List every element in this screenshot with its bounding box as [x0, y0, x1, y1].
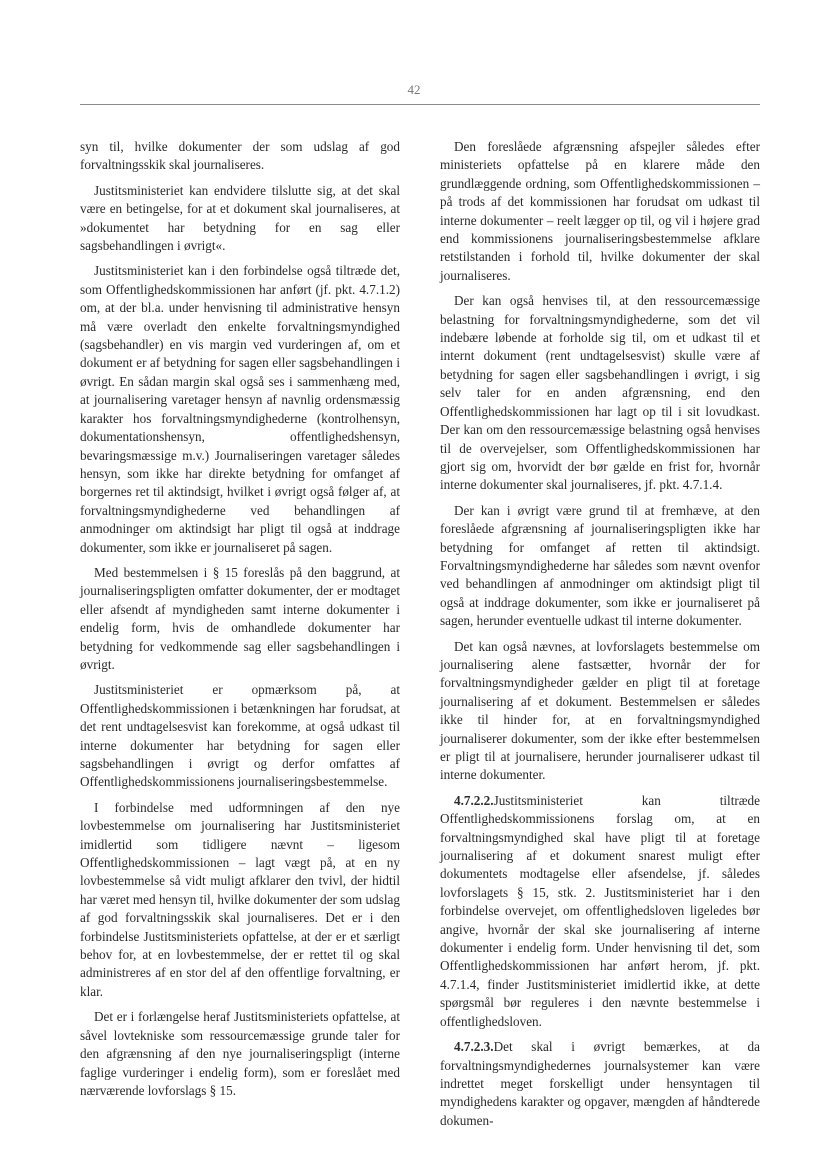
paragraph: Der kan i øvrigt være grund til at fremhæve, at den foreslåede afgrænsning af journaliseringspligten ikke har betydning for omfanget af retten til aktindsigt. Forvaltningsmyndighederne har således som nævnt ovenfor ved behandlingen af anmodninger om aktindsigt pligt til også at inddrage dokumenter, som ikke er journaliseret på sagen, herunder eventuelle udkast til interne dokumenter. [440, 502, 760, 629]
section-text: Det skal i øvrigt bemærkes, at da forvaltningsmyndighedernes journalsystemer kan være indrettet meget forskelligt under hensyntagen til myndighedens karakter og opgaver, mængden af håndterede dokumen- [440, 1039, 760, 1128]
right-column [440, 138, 760, 1137]
paragraph: Den foreslåede afgrænsning afspejler således efter ministeriets opfattelse på en klarere måde den grundlæggende ordning, som Offentlighedskommissionen – på trods af det kommissionen har forudsat om udkast til interne dokumenter – reelt lægger op til, og vil i højere grad end kommissionens journaliseringsbestemmelse afklare retstilstanden i forhold til, hvilke dokumenter der skal journaliseres. [440, 139, 760, 283]
page-number: 42 [407, 82, 421, 97]
header-rule [80, 104, 760, 105]
paragraph: Justitsministeriet kan i den forbindelse også tiltræde det, som Offentlighedskommissionen har anført (jf. pkt. 4.7.1.2) om, at der bl.a. under henvisning til administrative hensyn må være overladt den enkelte forvaltningsmyndighed (sagsbehandler) en vis margin ved vurderingen af, om et dokument er af betydning for sagen eller sagsbehandlingen i øvrigt. En sådan margin skal også ses i sammenhæng med, at journalisering varetager hensyn af navnlig ordensmæssig karakter hos forvaltningsmyndighederne (kontrolhensyn, dokumentationshensyn, offentlighedshensyn, bevaringsmæssige m.v.) Journaliseringen varetager således hensyn, som ikke har direkte betydning for omfanget af borgernes ret til aktindsigt, hvilket i øvrigt også følger af, at forvaltningsmyndighederne ved behandlingen af anmodninger om aktindsigt har pligt til også at inddrage dokumenter, som ikke er journaliseret på sagen. [80, 263, 400, 555]
paragraph: Der kan også henvises til, at den ressourcemæssige belastning for forvaltningsmyndighederne, som det vil indebære løbende at forholde sig til, om et udkast til et internt dokument (rent undtagelsesvist) skulle være af betydning for sagen eller sagsbehandlingen i øvrigt, i sig selv taler for en anden afgrænsning, end den Offentlighedskommissionen har lagt op til i sit lovudkast. Der kan om den ressourcemæssige belastning også henvises til de overvejelser, som Offentlighedskommissionen har gjort sig om, hvorvidt der bør gælde en frist for, hvornår interne dokumenter skal journaliseres, jf. pkt. 4.7.1.4. [440, 293, 760, 493]
section-number: 4.7.2.2. [454, 792, 494, 808]
section-text: Justitsministeriet kan tiltræde Offentlighedskommissionens forslag om, at en forvaltningsmyndighed skal have pligt til at foretage journalisering af et dokument snarest muligt efter dokumentets modtagelse eller afsendelse, jf. således lovforslagets § 15, stk. 2. Justitsministeriet har i den forbindelse overvejet, om offentlighedsloven ligeledes bør angive, hvornår der skal ske journalisering af interne dokumenter i endelig form. Under henvisning til det, som Offentlighedskommissionen har anført herom, jf. pkt. 4.7.1.4, finder Justitsministeriet imidlertid ikke, at dette spørgsmål bør reguleres i den nævnte bestemmelse i offentlighedsloven. [440, 792, 760, 1029]
paragraph: syn til, hvilke dokumenter der som udslag af god forvaltningsskik skal journaliseres. [80, 139, 400, 173]
section-paragraph [440, 1038, 760, 1130]
paragraph: I forbindelse med udformningen af den nye lovbestemmelse om journalisering har Justitsministeriet imidlertid som tidligere nævnt – ligesom Offentlighedskommissionen – lagt vægt på, at en ny lovbestemmelse så vidt muligt afklarer den tvivl, der hidtil har været med hensyn til, hvilke dokumenter der som udslag af god forvaltningsskik skal journaliseres. Det er i den forbindelse Justitsministeriets opfattelse, at der er et særligt behov for, at en lovbestemmelse, der er rettet til og skal administreres af en stor del af den offentlige forvaltning, er klar. [80, 799, 400, 999]
left-column [80, 138, 400, 1107]
paragraph: Det kan også nævnes, at lovforslagets bestemmelse om journalisering alene fastsætter, hvornår der for forvaltningsmyndigheder gælder en pligt til at foretage journalisering af et dokument. Bestemmelsen er således ikke til hinder for, at en forvaltningsmyndighed journaliserer dokumenter, som der ikke efter bestemmelsen er pligt til at journalisere, herunder journaliserer udkast til interne dokumenter. [440, 638, 760, 783]
section-number: 4.7.2.3. [454, 1039, 494, 1055]
paragraph: Det er i forlængelse heraf Justitsministeriets opfattelse, at såvel lovtekniske som ressourcemæssige grunde taler for den afgrænsning af den nye journaliseringspligt (interne faglige vurderinger i endelig form), som er foreslået med nærværende lovforslags § 15. [80, 1009, 400, 1098]
paragraph: Med bestemmelsen i § 15 foreslås på den baggrund, at journaliseringspligten omfatter dokumenter, der er modtaget eller afsendt af myndigheden samt interne dokumenter i endelig form, hvis de omhandlede dokumenter har betydning for vedkommende sag eller sagsbehandlingen i øvrigt. [80, 564, 400, 672]
paragraph: Justitsministeriet kan endvidere tilslutte sig, at det skal være en betingelse, for at et dokument skal journaliseres, at »dokumentet har betydning for en sag eller sagsbehandlingen i øvrigt«. [80, 182, 400, 254]
paragraph: Justitsministeriet er opmærksom på, at Offentlighedskommissionen i betænkningen har forudsat, at det rent undtagelsesvist kan forekomme, at også udkast til interne dokumenter har betydning for sagen eller sagsbehandlingen i øvrigt og derfor omfattes af Offentlighedskommissionens journaliseringsbestemmelse. [80, 682, 400, 790]
section-paragraph [440, 792, 760, 1031]
